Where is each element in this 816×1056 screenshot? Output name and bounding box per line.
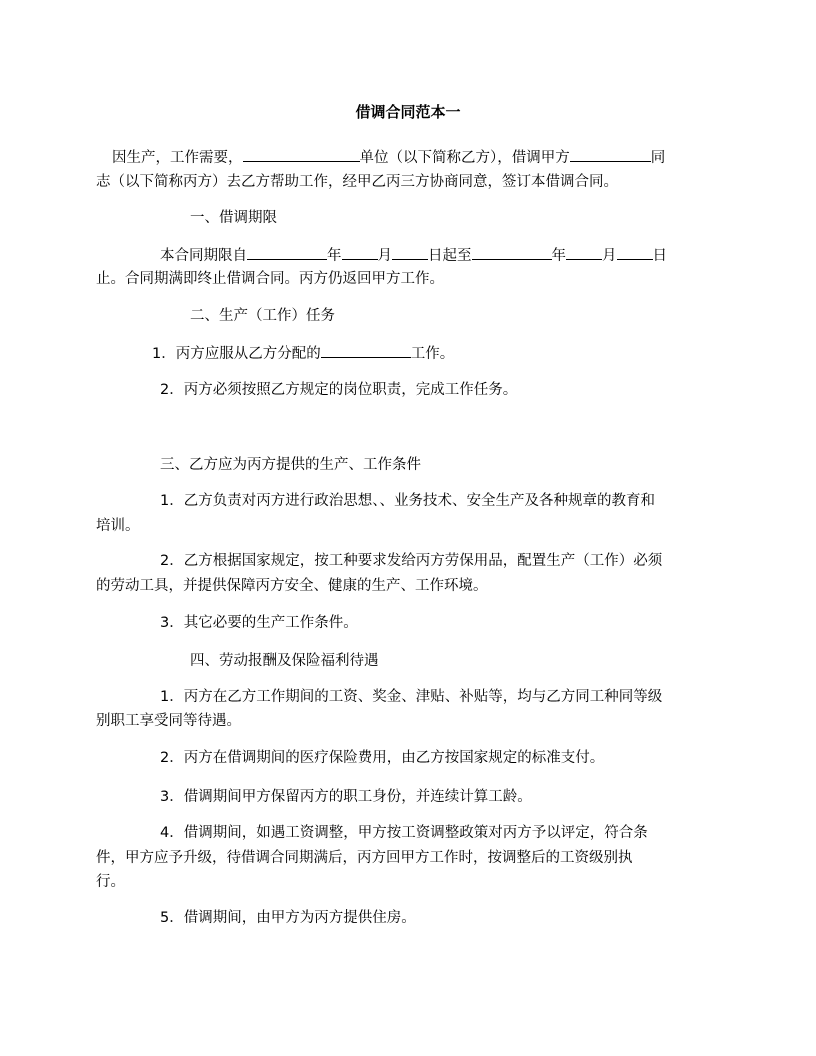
year-label: 年 [551, 248, 566, 264]
welfare-item-4-line-1: 4．借调期间，如遇工资调整，甲方按工资调整政策对丙方予以评定，符合条 [160, 825, 648, 841]
end-year-blank [472, 243, 552, 260]
comrade-name-blank [570, 145, 651, 162]
intro-text: 因生产，工作需要， [112, 150, 243, 166]
condition-item-2-line-1: 2．乙方根据国家规定，按工种要求发给丙方劳保用品，配置生产（工作）必须 [160, 553, 663, 569]
end-month-blank [566, 243, 602, 260]
term-line-1 [160, 243, 667, 267]
task-text: 1．丙方应服从乙方分配的 [152, 346, 321, 362]
start-year-blank [247, 243, 327, 260]
term-line-2: 止。合同期满即终止借调合同。丙方仍返回甲方工作。 [96, 271, 444, 287]
term-text: 日起至 [428, 248, 472, 264]
task-item-1 [152, 341, 454, 365]
welfare-item-4-line-2: 件，甲方应予升级，待借调合同期满后，丙方回甲方工作时，按调整后的工资级别执 [96, 850, 633, 866]
section-heading: 一、借调期限 [190, 210, 277, 226]
task-item-2: 2．丙方必须按照乙方规定的岗位职责，完成工作任务。 [160, 382, 518, 398]
welfare-item-3: 3．借调期间甲方保留丙方的职工身份，并连续计算工龄。 [160, 789, 532, 805]
document-title: 借调合同范本一 [355, 103, 461, 121]
month-label: 月 [602, 248, 617, 264]
welfare-item-4-line-3: 行。 [96, 874, 125, 890]
intro-text: 单位（以下简称乙方），借调甲方 [359, 150, 570, 166]
welfare-item-1-line-1: 1．丙方在乙方工作期间的工资、奖金、津贴、补贴等，均与乙方同工种同等级 [160, 689, 663, 705]
day-label: 日 [652, 248, 667, 264]
condition-item-1-line-2: 培训。 [96, 518, 140, 534]
year-label: 年 [327, 248, 342, 264]
welfare-item-2: 2．丙方在借调期间的医疗保险费用，由乙方按国家规定的标准支付。 [160, 750, 605, 766]
condition-item-3: 3．其它必要的生产工作条件。 [160, 615, 358, 631]
task-text: 工作。 [410, 346, 455, 362]
start-day-blank [392, 243, 428, 260]
welfare-item-1-line-2: 别职工享受同等待遇。 [96, 713, 241, 729]
unit-blank [243, 145, 360, 162]
term-text: 本合同期限自 [160, 248, 247, 264]
work-blank [321, 341, 411, 358]
section-heading: 二、生产（工作）任务 [190, 308, 335, 324]
welfare-item-5: 5．借调期间，由甲方为丙方提供住房。 [160, 910, 416, 926]
intro-line-1 [112, 145, 665, 169]
section-heading: 四、劳动报酬及保险福利待遇 [190, 653, 379, 669]
intro-line-2: 志（以下简称丙方）去乙方帮助工作，经甲乙丙三方协商同意，签订本借调合同。 [96, 174, 618, 190]
condition-item-2-line-2: 的劳动工具，并提供保障丙方安全、健康的生产、工作环境。 [96, 578, 488, 594]
start-month-blank [342, 243, 378, 260]
intro-text: 同 [650, 150, 666, 166]
condition-item-1-line-1: 1．乙方负责对丙方进行政治思想、、业务技术、安全生产及各种规章的教育和 [160, 493, 655, 509]
month-label: 月 [377, 248, 392, 264]
end-day-blank [617, 243, 653, 260]
section-heading: 三、乙方应为丙方提供的生产、工作条件 [160, 457, 421, 473]
